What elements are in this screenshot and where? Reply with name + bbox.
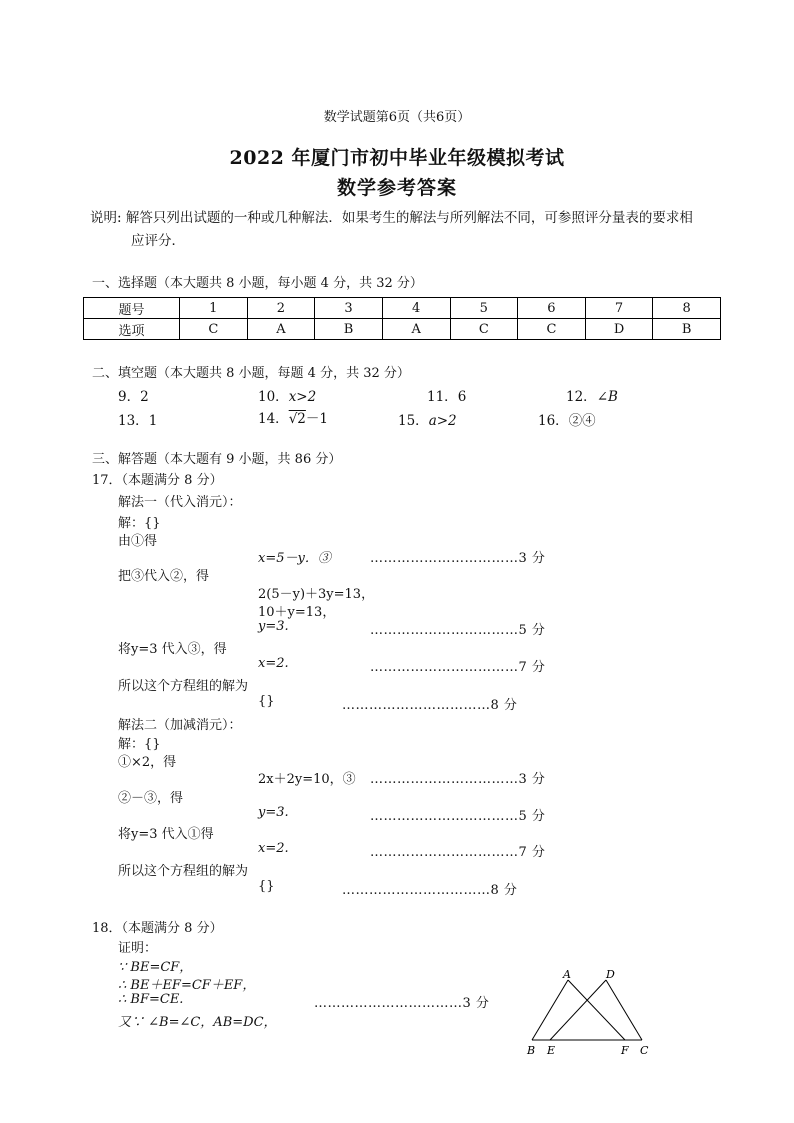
score-dots: ……………………………3 分 <box>370 772 546 787</box>
fill-ans: 1 <box>148 413 158 429</box>
table-cell: A <box>382 319 450 340</box>
table-cell: 7 <box>585 298 653 319</box>
q17-m1-step: 所以这个方程组的解为 <box>118 679 249 694</box>
fill-answer-14 <box>258 407 328 427</box>
table-cell: 3 <box>315 298 383 319</box>
score-dots: ……………………………8 分 <box>342 698 518 713</box>
q17-m2-step: ②－③，得 <box>118 791 184 806</box>
score-dots: ……………………………7 分 <box>370 660 546 675</box>
fill-ans: x>2 <box>288 389 317 405</box>
table-cell: C <box>450 319 518 340</box>
segment-af <box>568 980 625 1040</box>
fill-ans: ②④ <box>568 413 596 429</box>
table-cell: B <box>315 319 383 340</box>
fill-answer-11 <box>427 385 466 405</box>
doc-title: 2022 年厦门市初中毕业年级模拟考试 <box>229 147 565 169</box>
table-row <box>84 298 721 319</box>
fill-ans: 6 <box>457 389 467 405</box>
q17-m2-eq: 2x＋2y=10，③ <box>258 772 356 787</box>
q18-line: ∵ BE=CF， <box>118 960 193 975</box>
fill-ans: －1 <box>305 411 328 427</box>
choice-answer-table <box>83 297 721 340</box>
fill-num: 9． <box>118 389 141 405</box>
q17-m2-step: ①×2，得 <box>118 755 177 770</box>
q17-method2-title: 解法二（加减消元）： <box>118 718 242 733</box>
q17-m1-step: 把③代入②，得 <box>118 569 210 584</box>
fill-answer-13 <box>118 409 157 429</box>
fill-answer-15 <box>398 409 457 429</box>
table-cell: 4 <box>382 298 450 319</box>
q17-m2-eq: x=2. <box>258 841 289 856</box>
q17-m1-eq: x=5－y．③ <box>258 551 331 566</box>
section3-heading: 三、解答题（本大题有 9 小题，共 86 分） <box>92 452 342 467</box>
q17-m1-step: 由①得 <box>118 534 158 549</box>
fill-num: 15． <box>398 413 429 429</box>
score-dots: ……………………………7 分 <box>370 845 546 860</box>
q18-line: ∴ BF=CE. <box>118 992 184 1007</box>
table-cell: 2 <box>247 298 315 319</box>
fill-answer-16 <box>538 409 596 429</box>
page-header: 数学试题第6页（共6页） <box>323 110 471 125</box>
label-d: D <box>606 968 615 981</box>
fill-ans: 2 <box>140 389 149 405</box>
fill-answer-12 <box>566 385 618 405</box>
q17-m2-step: 所以这个方程组的解为 <box>118 864 249 879</box>
q17-m1-step: 将y=3 代入③，得 <box>118 642 227 657</box>
table-cell: A <box>247 319 315 340</box>
table-header-cell: 选项 <box>84 319 180 340</box>
fill-num: 14． <box>258 411 289 427</box>
fill-num: 11． <box>427 389 458 405</box>
score-dots: ……………………………5 分 <box>370 623 546 638</box>
triangle-figure <box>522 966 650 1062</box>
table-cell: D <box>585 319 653 340</box>
segment-ab <box>532 980 568 1040</box>
label-b: B <box>527 1044 536 1057</box>
segment-ed <box>550 980 606 1040</box>
score-dots: ……………………………3 分 <box>314 996 490 1011</box>
q17-m1-eq: x=2. <box>258 656 289 671</box>
q17-m1-eq: y=3. <box>258 619 289 634</box>
q17-m2-eq: {} <box>258 879 275 894</box>
q18-line: ∴ BE＋EF=CF＋EF， <box>118 978 256 993</box>
q17-m2-step: 将y=3 代入①得 <box>118 827 214 842</box>
label-f: F <box>621 1044 629 1057</box>
section1-heading: 一、选择题（本大题共 8 小题，每小题 4 分，共 32 分） <box>92 276 423 291</box>
segment-dc <box>606 980 642 1040</box>
fill-ans-root: √2 <box>288 411 306 427</box>
q18-proof: 证明： <box>118 941 158 956</box>
score-dots: ……………………………8 分 <box>342 883 518 898</box>
doc-subtitle: 数学参考答案 <box>336 177 457 199</box>
table-cell: 6 <box>518 298 586 319</box>
table-cell: 5 <box>450 298 518 319</box>
table-cell: 8 <box>653 298 721 319</box>
q17-m1-jie: 解：{} <box>118 516 161 531</box>
q17-m1-eq: 2(5－y)＋3y=13， <box>258 587 375 602</box>
q17-title: 17．（本题满分 8 分） <box>92 473 223 488</box>
note-line-1: 说明: 解答只列出试题的一种或几种解法．如果考生的解法与所列解法不同，可参照评分量表的要求相 <box>90 210 693 226</box>
score-dots: ……………………………5 分 <box>370 809 546 824</box>
fill-ans: a>2 <box>428 413 457 429</box>
q17-m2-eq: y=3. <box>258 805 289 820</box>
fill-answer-9 <box>118 385 149 405</box>
table-cell: C <box>180 319 248 340</box>
note-line-2: 应评分． <box>131 233 185 249</box>
table-cell: 1 <box>180 298 248 319</box>
table-cell: B <box>653 319 721 340</box>
fill-num: 10． <box>258 389 289 405</box>
section2-heading: 二、填空题（本大题共 8 小题，每题 4 分，共 32 分） <box>92 366 410 381</box>
table-header-cell: 题号 <box>84 298 180 319</box>
fill-num: 16． <box>538 413 569 429</box>
q17-m1-eq: 10＋y=13， <box>258 605 336 620</box>
q18-line: 又∵ ∠B=∠C，AB=DC， <box>118 1015 277 1030</box>
fill-num: 12． <box>566 389 597 405</box>
table-cell: C <box>518 319 586 340</box>
fill-num: 13． <box>118 413 149 429</box>
fill-answer-10 <box>258 385 316 405</box>
label-a: A <box>563 968 571 981</box>
score-dots: ……………………………3 分 <box>370 551 546 566</box>
label-c: C <box>640 1044 649 1057</box>
fill-ans: ∠B <box>596 389 618 405</box>
label-e: E <box>547 1044 556 1057</box>
table-row <box>84 319 721 340</box>
q18-title: 18．（本题满分 8 分） <box>92 921 223 936</box>
q17-m1-eq: {} <box>258 694 275 709</box>
q17-m2-jie: 解：{} <box>118 737 161 752</box>
q17-method1-title: 解法一（代入消元）： <box>118 495 242 510</box>
